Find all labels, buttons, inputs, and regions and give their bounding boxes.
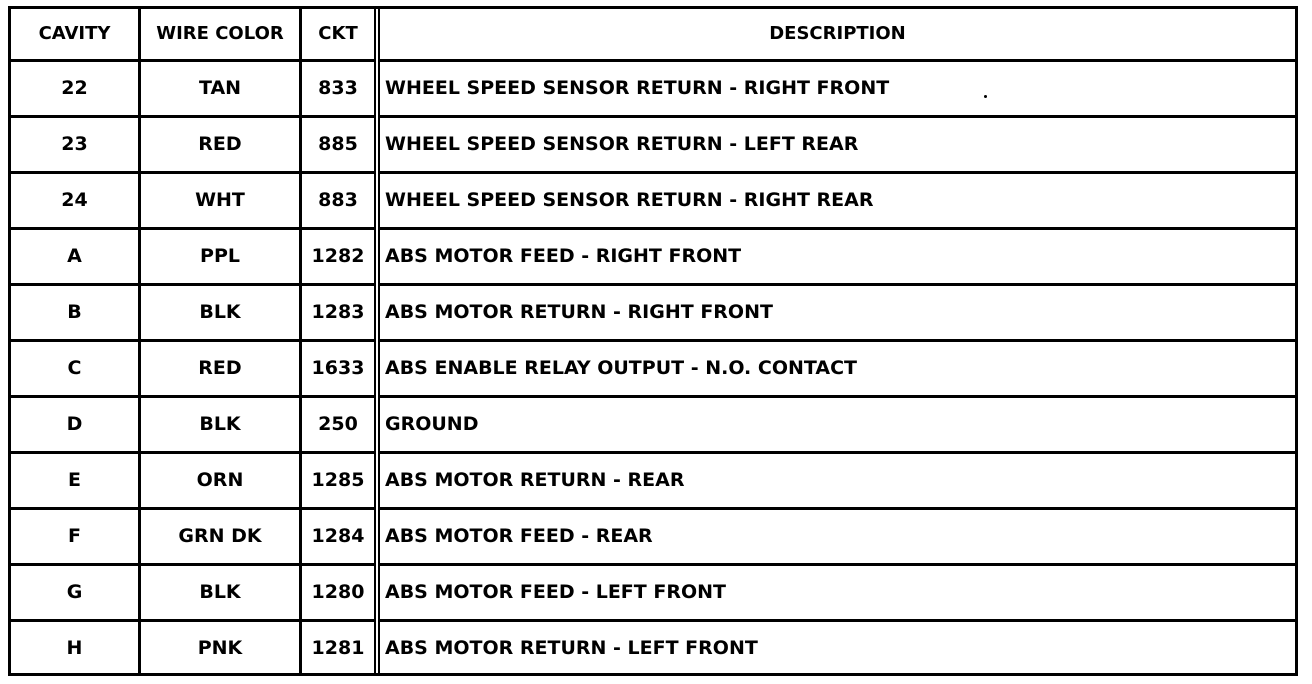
cell-ckt: 1285 (301, 453, 378, 509)
cell-cavity: B (11, 285, 140, 341)
cell-cavity: 23 (11, 117, 140, 173)
cell-ckt: 1284 (301, 509, 378, 565)
table-row (11, 565, 1295, 621)
cell-cavity: A (11, 229, 140, 285)
cell-description: ABS MOTOR RETURN - LEFT FRONT (385, 637, 758, 659)
cell-description: WHEEL SPEED SENSOR RETURN - RIGHT REAR (377, 173, 1295, 229)
table-row (11, 117, 1295, 173)
cell-cavity: D (11, 397, 140, 453)
cell-description: WHEEL SPEED SENSOR RETURN - LEFT REAR (377, 117, 1295, 173)
cell-wire-color: BLK (140, 285, 301, 341)
table-header-row (11, 9, 1295, 61)
cell-cavity: C (11, 341, 140, 397)
cell-ckt: 1282 (301, 229, 378, 285)
table-row (11, 397, 1295, 453)
cell-wire-color: RED (140, 341, 301, 397)
cell-wire-color: WHT (140, 173, 301, 229)
cell-description: ABS MOTOR RETURN - REAR (377, 453, 1295, 509)
cell-description: WHEEL SPEED SENSOR RETURN - RIGHT FRONT (377, 61, 1295, 117)
cell-description: GROUND (377, 397, 1295, 453)
connector-pinout-table-frame (8, 6, 1298, 676)
cell-ckt: 883 (301, 173, 378, 229)
header-ckt: CKT (301, 9, 378, 61)
cell-ckt: 250 (301, 397, 378, 453)
scan-speck (984, 95, 987, 98)
table-row (11, 509, 1295, 565)
cell-ckt: 1281 (301, 621, 378, 676)
header-description: DESCRIPTION (377, 9, 1295, 61)
table-row (11, 285, 1295, 341)
table-row (11, 173, 1295, 229)
cell-cavity: 24 (11, 173, 140, 229)
cell-wire-color: BLK (140, 565, 301, 621)
cell-wire-color: PNK (140, 621, 301, 676)
cell-description: ABS ENABLE RELAY OUTPUT - N.O. CONTACT (377, 341, 1295, 397)
header-wire-color: WIRE COLOR (140, 9, 301, 61)
cell-ckt: 833 (301, 61, 378, 117)
table-row (11, 453, 1295, 509)
cell-wire-color: GRN DK (140, 509, 301, 565)
table-row (11, 61, 1295, 117)
table-row (11, 621, 1295, 676)
header-cavity: CAVITY (11, 9, 140, 61)
cell-cavity: H (11, 621, 140, 676)
cell-cavity: E (11, 453, 140, 509)
cell-wire-color: BLK (140, 397, 301, 453)
cell-cavity: 22 (11, 61, 140, 117)
cell-cavity: F (11, 509, 140, 565)
cell-wire-color: ORN (140, 453, 301, 509)
cell-wire-color: PPL (140, 229, 301, 285)
connector-pinout-table (11, 9, 1295, 675)
cell-ckt: 1280 (301, 565, 378, 621)
cell-ckt: 1633 (301, 341, 378, 397)
cell-ckt: 1283 (301, 285, 378, 341)
table-row (11, 229, 1295, 285)
cell-wire-color: RED (140, 117, 301, 173)
table-row (11, 341, 1295, 397)
cell-description: ABS MOTOR RETURN - RIGHT FRONT (377, 285, 1295, 341)
cell-description: ABS MOTOR FEED - RIGHT FRONT (377, 229, 1295, 285)
cell-cavity: G (11, 565, 140, 621)
cell-description: ABS MOTOR FEED - LEFT FRONT (377, 565, 1295, 621)
cell-wire-color: TAN (140, 61, 301, 117)
cell-ckt: 885 (301, 117, 378, 173)
cell-description: ABS MOTOR FEED - REAR (377, 509, 1295, 565)
